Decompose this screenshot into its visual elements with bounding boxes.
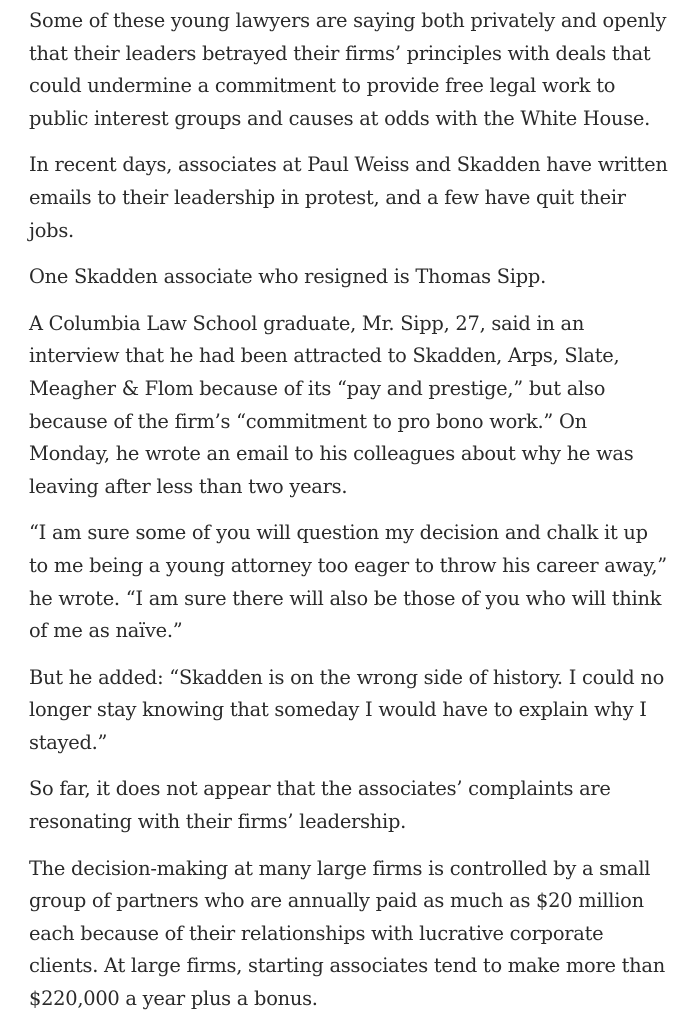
article-paragraph: So far, it does not appear that the associates’ complaints are resonating with their firms’ leadership.	[29, 777, 611, 834]
article-paragraph: A Columbia Law School graduate, Mr. Sipp, 27, said in an interview that he had been attracted to Skadden, Arps, Slate, Meagher & Flom because of its “pay and prestige,” but also because of the firm’s “commitment to pro bono work.” On Monday, he wrote an email to his colleagues about why he was leaving after less than two years.	[29, 311, 634, 498]
article-paragraph: “I am sure some of you will question my decision and chalk it up to me being a young attorney too eager to throw his career away,” he wrote. “I am sure there will also be those of you who will think of me as naïve.”	[29, 521, 667, 643]
article-paragraph: In recent days, associates at Paul Weiss and Skadden have written emails to their leadership in protest, and a few have quit their jobs.	[29, 153, 668, 242]
article-paragraph: The decision-making at many large firms is controlled by a small group of partners who are annually paid as much as $20 million each because of their relationships with lucrative corporate clients. At large firms, starting associates tend to make more than $220,000 a year plus a bonus.	[29, 856, 665, 1011]
article-paragraph: Some of these young lawyers are saying both privately and openly that their leaders betrayed their firms’ principles with deals that could undermine a commitment to provide free legal work to public interest groups and causes at odds with the White House.	[29, 9, 667, 130]
article-paragraph: But he added: “Skadden is on the wrong side of history. I could no longer stay knowing that someday I would have to explain why I stayed.”	[29, 665, 665, 754]
article-paragraph: One Skadden associate who resigned is Thomas Sipp.	[29, 265, 546, 289]
